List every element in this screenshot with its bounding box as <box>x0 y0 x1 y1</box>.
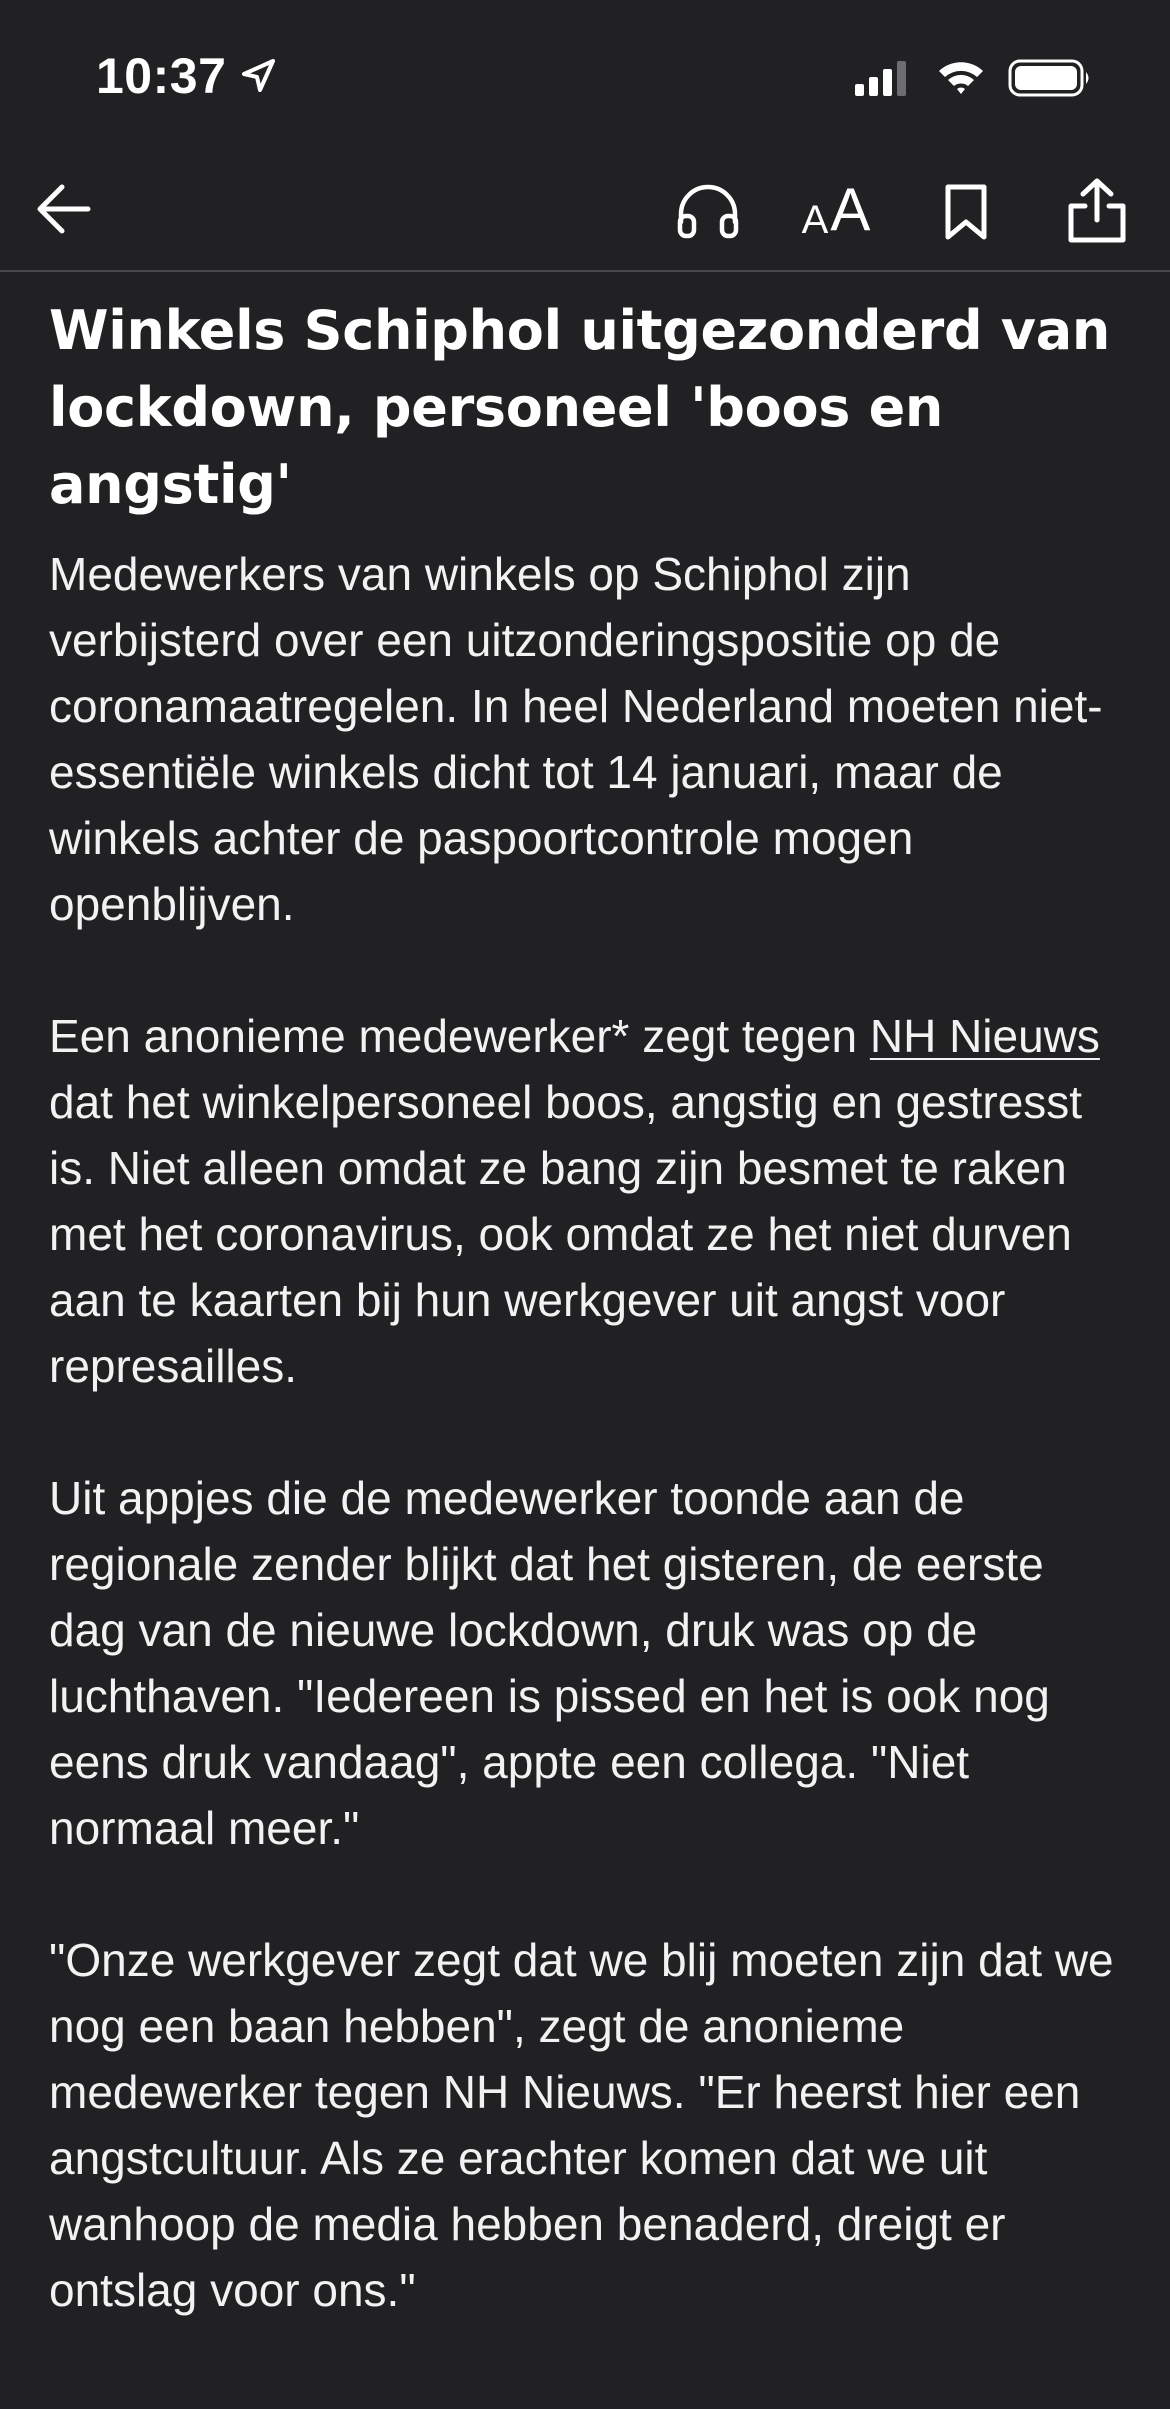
font-size-button[interactable] <box>790 170 882 250</box>
paragraph-2-text-start: Een anonieme medewerker* zegt tegen <box>49 1010 870 1062</box>
font-size-small-a: A <box>801 198 829 242</box>
font-size-icon <box>801 176 871 243</box>
status-time: 10:37 <box>96 48 227 104</box>
bookmark-icon <box>940 182 992 242</box>
share-icon <box>1065 176 1129 246</box>
battery-icon <box>1008 58 1092 98</box>
font-size-big-a: A <box>830 176 871 243</box>
listen-button[interactable] <box>666 172 750 252</box>
back-button[interactable] <box>24 164 104 254</box>
cellular-signal-icon <box>853 58 913 98</box>
nh-nieuws-link[interactable]: NH Nieuws <box>869 1010 1100 1062</box>
headphones-icon <box>675 184 741 240</box>
article-toolbar <box>0 150 1170 272</box>
paragraph-4: "Onze werkgever zegt dat we blij moeten zijn dat we nog een baan hebben", zegt de anonieme medewerker tegen NH Nieuws. "Er heerst hier een angstcultuur. Als ze erachter komen dat we uit wanhoop de media hebben benaderd, dreigt er ontslag voor ons." <box>49 1934 1114 2316</box>
arrow-left-icon <box>34 179 94 239</box>
article-body <box>49 292 1129 2323</box>
location-arrow-icon <box>238 56 278 96</box>
article-title: Winkels Schiphol uitgezonderd van lockdown, personeel 'boos en angstig' <box>49 299 1110 516</box>
bookmark-button[interactable] <box>928 172 1004 252</box>
paragraph-1: Medewerkers van winkels op Schiphol zijn verbijsterd over een uitzonderingspositie op de coronamaatregelen. In heel Nederland moeten niet-essentiële winkels dicht tot 14 januari, maar de winkels achter de paspoortcontrole mogen openblijven. <box>49 548 1103 930</box>
paragraph-2-text-end: dat het winkelpersoneel boos, angstig en gestresst is. Niet alleen omdat ze bang zijn besmet te raken met het coronavirus, ook omdat ze het niet durven aan te kaarten bij hun werkgever uit angst voor represailles. <box>49 1076 1083 1392</box>
wifi-icon <box>936 56 986 100</box>
paragraph-3: Uit appjes die de medewerker toonde aan de regionale zender blijkt dat het gisteren, de eerste dag van de nieuwe lockdown, druk was op de luchthaven. "Iedereen is pissed en het is ook nog eens druk vandaag", appte een collega. "Niet normaal meer." <box>49 1472 1050 1854</box>
share-button[interactable] <box>1054 166 1140 256</box>
paragraph-2 <box>49 1003 1129 1399</box>
status-bar <box>0 0 1170 150</box>
